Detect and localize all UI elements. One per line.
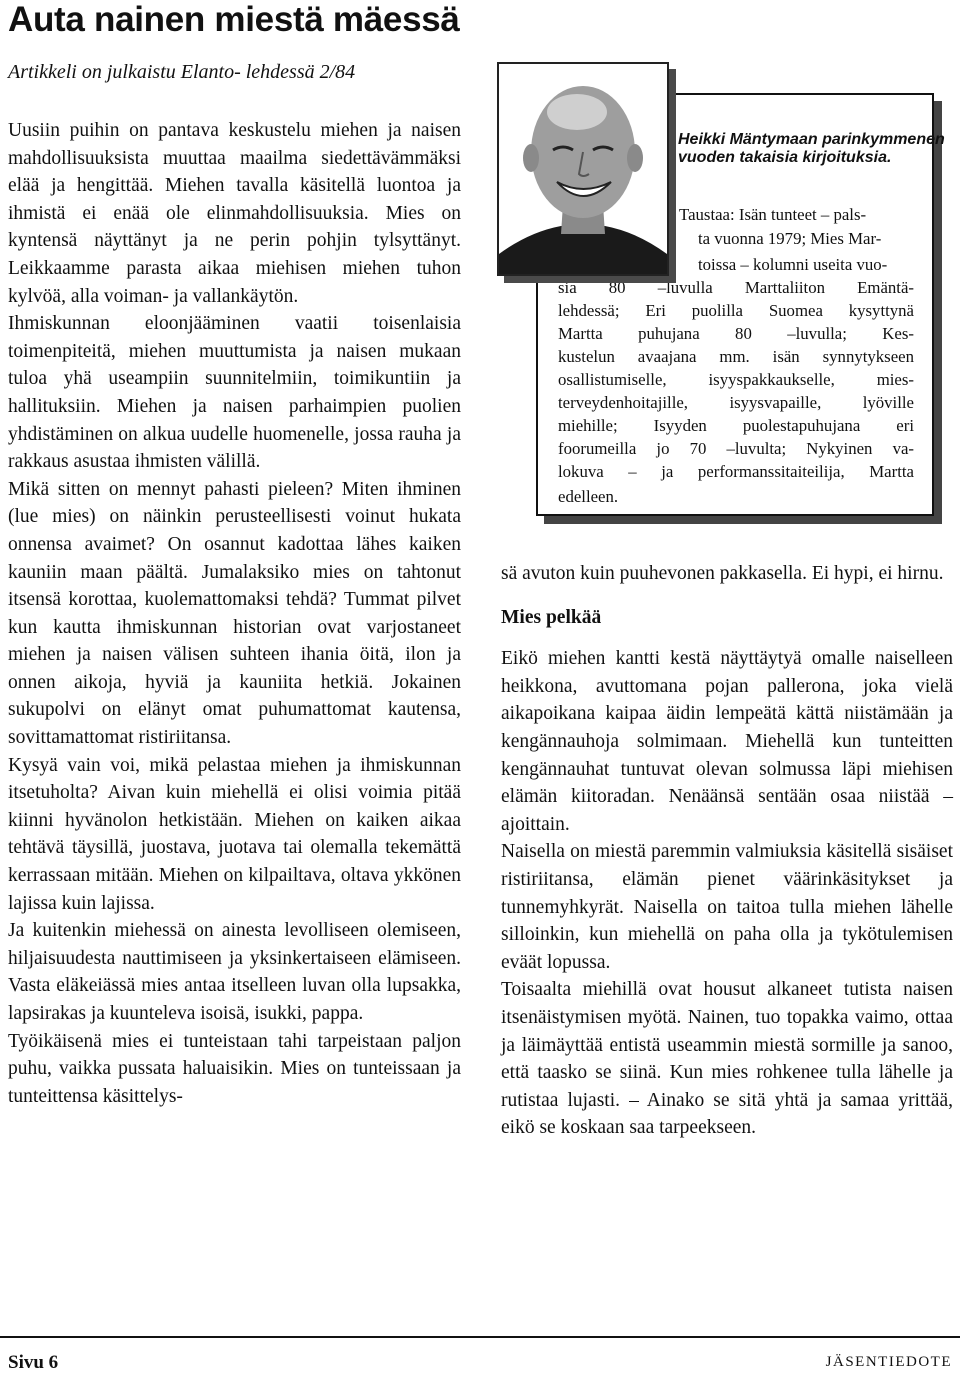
author-bio-line: lehdessä; Eri puolilla Suomea kysyttynä [558,301,914,320]
paragraph: Mikä sitten on mennyt pahasti pieleen? Miten ihminen (lue mies) on näinkin perusteellisesti voinut hukata onnensa avaimet? On osannut kadottaa lähes kaiken kauniin maan päältä. Jumalaksiko mies on tahtonut itsensä korottaa, kuolemattomaksi tehdä? Tummat pilvet kun kautta ihmiskunnan historian ovat varjostaneet miehen ja naisen välisen suhteen ihania öitä, ilon ja onnen aikoja, hyviä ja kauniita hetkiä. Jokainen sukupolvi on elänyt omat puhumattomat kautensa, sovittamattomat ristiriitansa. [8,478,461,749]
paragraph: Toisaalta miehillä ovat housut alkaneet tutista naisen itsenäistymisen myötä. Nainen, tuo topakka vaimo, ottaa ja läimäyttää entistä useammin miestä sormille ja sanoo, että taasko se siinä. Kun mies rohkenee tulla lähelle ja rutistaa lujasti. – Ainako se sitä yhtä ja samaa yrittää, eikö se koskaan saa tarpeekseen. [501,979,953,1139]
paragraph: Ihmiskunnan eloonjääminen vaatii toisenlaisia toimenpiteitä, miehen muuttumista ja naisen mukaan tuloa yhä useampiin suunnitelmiin, toimikuntiin ja hallituksiin. Miehen ja naisen parhaimpien puolien yhdistäminen on alkua uudelle huomenelle, jossa rauha ja rakkaus asustaa ihmisten välillä. [8,313,461,473]
paragraph: Eikö miehen kantti kestä näyttäytyä omalle naiselleen heikkona, avuttomana pojan pallerona, joka vielä aikapoikana kaipaa äidin lempeätä kättä niistämään ja kengännauhoja solmimaan. Miehellä kun tunteitten kengännauhat tuntuvat olevan solmussa läpi miehisen elämän kiitoradan. Nenäänsä sentään osaa niistää – ajoittain. [501,648,953,835]
author-headline [678,131,945,167]
author-bio-line: Taustaa: Isän tunteet – pals- [679,205,867,224]
author-headline-rest: parinkymmenen vuoden takaisia kirjoituksia. [678,131,945,166]
page-number: Sivu 6 [8,1352,59,1373]
author-bio-line: sia 80 –luvulla Marttaliiton Emäntä- [558,278,914,297]
author-bio-line: edelleen. [558,487,619,506]
author-bio-line: kustelun avaajana mm. isän synnytykseen [558,347,914,366]
author-photo [497,62,669,276]
author-bio-line: Martta puhujana 80 –luvulla; Kes- [558,324,914,343]
paragraph: Naisella on miestä paremmin valmiuksia käsitellä sisäiset ristiriitansa, elämän pienet väärinkäsitykset ja tunnemyhkyrät. Naisella on taitoa tulla miehen lähelle silloinkin, kun miehellä on paha olla ja tykötulemisen eväät lopussa. [501,841,953,973]
author-bio-line: miehille; Isyyden puolestapuhujana eri [558,416,914,435]
author-bio-line: terveydenhoitajille, isyysvapaille, lyöville [558,393,914,412]
article-title: Auta nainen miestä mäessä [8,0,460,39]
footer-divider [0,1336,960,1338]
publication-name: JÄSENTIEDOTE [825,1354,952,1370]
paragraph: Ja kuitenkin miehessä on ainesta levolliseen olemiseen, hiljaisuudesta nauttimiseen ja yksinkertaiseen elämiseen. Vasta eläkeiässä mies antaa itselleen luvan olla lupsakka, lapsirakas ja kuunteleva isoisä, isukki, pappa. [8,920,461,1024]
paragraph: Kysyä vain voi, mikä pelastaa miehen ja ihmiskunnan itsetuholta? Aivan kuin miehellä ei olisi voimia pitää kiinni hyvänolon hetkistään. Miehen on kaiken aikaa tehtävä täysillä, juostava, juotava tai olemalla tekemättä kerrassaan mitään. Miehen on kilpailtava, oltava ykkönen lajissa kuin lajissa. [8,754,461,914]
author-bio-line: foorumeilla jo 70 –luvulta; Nykyinen va- [558,439,914,458]
author-bio-line: osallistumiselle, isyyspakkaukselle, mies- [558,370,914,389]
author-bio-line: ta vuonna 1979; Mies Mar- [698,229,882,248]
paragraph: Työikäisenä mies ei tunteistaan tahi tarpeistaan paljon puhu, vaikka pussata haluaisikin. Mies on tunteissaan ja tunteittensa käsittelys- [8,1030,461,1107]
author-portrait [499,64,667,274]
paragraph: sä avuton kuin puuhevonen pakkasella. Ei hypi, ei hirnu. [501,563,944,584]
author-name: Heikki Mäntymaan [678,131,818,148]
author-bio-line: toissa – kolumni useita vuo- [698,255,888,274]
author-bio-line: lokuva – ja performanssitaiteilija, Martta [558,462,914,481]
section-heading: Mies pelkää [501,606,602,628]
paragraph: Uusiin puihin on pantava keskustelu miehen ja naisen mahdollisuuksista muuttaa maailma siedettävämmäksi elää ja hengittää. Miehen tavalla käsitellä luontoa ja ihmistä ei enää ole elinmahdollisuuksia. Mies on kyntensä näyttänyt ja ne perin pohjin tylsyttänyt. Leikkaamme parasta aikaa miehisen miehen tuhon kylvöä, alla voiman- ja vallankäytön. [8,120,461,307]
left-column [8,117,461,1110]
right-column [501,560,953,1142]
article-subtitle: Artikkeli on julkaistu Elanto- lehdessä 2/84 [8,61,356,83]
